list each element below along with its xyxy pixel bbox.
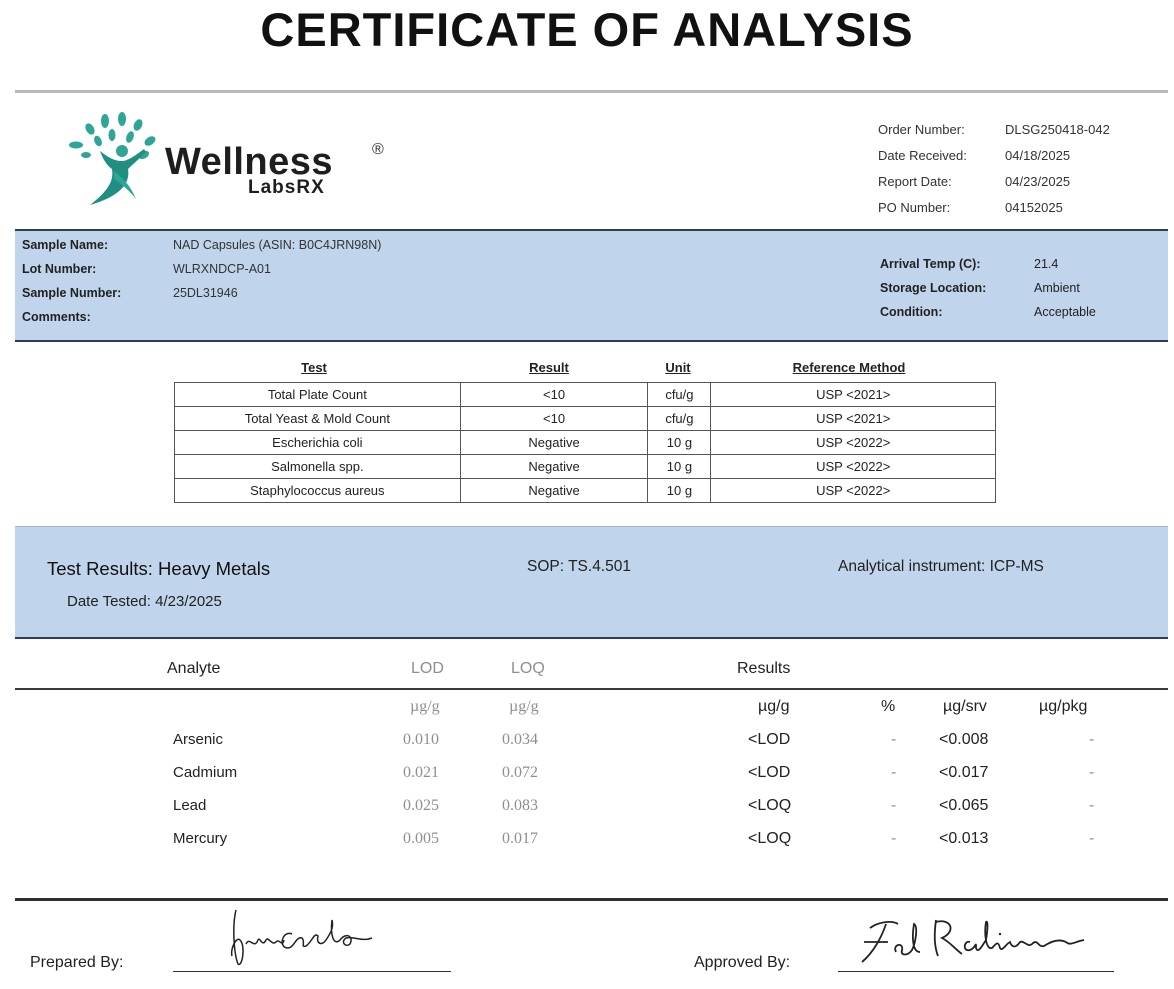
- condition-label: Arrival Temp (C):: [880, 257, 981, 271]
- condition-value: Acceptable: [1034, 305, 1096, 319]
- hm-cell-analyte: Arsenic: [173, 731, 224, 748]
- heavy-metals-band: [15, 527, 1168, 637]
- hm-cell-srv: <0.013: [939, 830, 989, 847]
- hm-unit-pkg: µg/pkg: [1039, 698, 1088, 715]
- hm-units-row: [15, 693, 1168, 726]
- order-info-label: Date Received:: [878, 148, 967, 163]
- micro-cell-test: Total Plate Count: [175, 383, 461, 407]
- prepared-by-line: [173, 971, 451, 972]
- sample-field-row: [22, 261, 381, 285]
- approved-by-line: [838, 971, 1114, 972]
- hm-cell-result: <LOD: [748, 731, 791, 748]
- micro-table-header: [174, 360, 996, 380]
- hm-instrument-label: Analytical instrument:: [838, 558, 986, 575]
- sample-field-label: Sample Name:: [22, 238, 109, 252]
- hm-header-loq: LOQ: [511, 660, 545, 677]
- hm-sop-value: TS.4.501: [568, 558, 631, 575]
- prepared-signature: [222, 906, 392, 970]
- hm-date-value: 4/23/2025: [155, 593, 222, 610]
- sample-field-value: WLRXNDCP-A01: [173, 262, 271, 276]
- hm-band-bottom-rule: [15, 637, 1168, 639]
- hm-cell-pct: -: [891, 764, 897, 781]
- micro-header-result: Result: [529, 360, 569, 375]
- condition-row: [880, 304, 1096, 328]
- hm-table-row: [15, 726, 1168, 759]
- sample-fields: [22, 237, 381, 333]
- hm-header-rule: [15, 688, 1168, 690]
- hm-title: [47, 558, 270, 580]
- condition-label: Storage Location:: [880, 281, 987, 295]
- micro-cell-unit: 10 g: [648, 431, 711, 455]
- micro-header-unit: Unit: [665, 360, 691, 375]
- micro-results-table: [174, 382, 996, 503]
- micro-cell-method: USP <2021>: [711, 383, 996, 407]
- micro-header-test: Test: [301, 360, 327, 375]
- hm-cell-lod: 0.021: [403, 764, 439, 781]
- hm-cell-pkg: -: [1089, 797, 1095, 814]
- date-received-row: [878, 147, 1145, 173]
- micro-cell-result: Negative: [460, 431, 648, 455]
- hm-cell-loq: 0.017: [502, 830, 538, 847]
- tree-figure-logo-icon: [60, 105, 170, 215]
- company-logo: [60, 105, 400, 215]
- hm-cell-analyte: Lead: [173, 797, 207, 814]
- hm-cell-srv: <0.065: [939, 797, 989, 814]
- hm-date-tested: [67, 593, 222, 610]
- micro-cell-method: USP <2021>: [711, 407, 996, 431]
- sample-info-band: [15, 231, 1168, 340]
- order-info: [878, 121, 1145, 225]
- micro-table-row: [175, 455, 996, 479]
- micro-cell-test: Salmonella spp.: [175, 455, 461, 479]
- hm-unit-result: µg/g: [758, 698, 790, 715]
- hm-header-results: Results: [737, 660, 791, 677]
- sample-conditions: [880, 256, 1096, 328]
- micro-cell-test: Escherichia coli: [175, 431, 461, 455]
- report-date-row: [878, 173, 1145, 199]
- sample-field-value: NAD Capsules (ASIN: B0C4JRN98N): [173, 238, 382, 252]
- sample-field-row: [22, 237, 381, 261]
- micro-cell-unit: cfu/g: [648, 407, 711, 431]
- sample-field-label: Sample Number:: [22, 286, 122, 300]
- hm-cell-pkg: -: [1089, 830, 1095, 847]
- micro-table-row: [175, 383, 996, 407]
- sample-field-value: 25DL31946: [173, 286, 238, 300]
- micro-cell-test: Total Yeast & Mold Count: [175, 407, 461, 431]
- hm-date-label: Date Tested:: [67, 593, 151, 610]
- order-info-value: 04/18/2025: [1005, 148, 1071, 163]
- micro-table-row: [175, 479, 996, 503]
- bottom-divider: [15, 898, 1168, 901]
- hm-cell-result: <LOQ: [748, 797, 792, 814]
- hm-cell-loq: 0.072: [502, 764, 538, 781]
- order-info-value: DLSG250418-042: [1005, 122, 1110, 137]
- hm-unit-pct: %: [881, 698, 896, 715]
- hm-header-analyte: Analyte: [167, 660, 221, 677]
- prepared-by-label: Prepared By:: [30, 954, 124, 971]
- micro-cell-unit: 10 g: [648, 479, 711, 503]
- micro-cell-method: USP <2022>: [711, 431, 996, 455]
- top-divider: [15, 90, 1168, 93]
- hm-cell-pkg: -: [1089, 731, 1095, 748]
- order-info-value: 04/23/2025: [1005, 174, 1071, 189]
- hm-cell-pkg: -: [1089, 764, 1095, 781]
- approved-signature: [852, 912, 1102, 968]
- hm-cell-pct: -: [891, 797, 897, 814]
- hm-unit-loq: µg/g: [509, 698, 539, 715]
- condition-row: [880, 256, 1096, 280]
- micro-cell-result: Negative: [460, 455, 648, 479]
- sample-field-row: [22, 309, 381, 333]
- hm-cell-lod: 0.005: [403, 830, 439, 847]
- hm-cell-loq: 0.083: [502, 797, 538, 814]
- approved-by-label: Approved By:: [694, 954, 791, 971]
- order-info-label: Order Number:: [878, 122, 965, 137]
- sample-field-label: Comments:: [22, 310, 91, 324]
- order-info-value: 04152025: [1005, 200, 1063, 215]
- micro-cell-unit: cfu/g: [648, 383, 711, 407]
- hm-header-lod: LOD: [411, 660, 444, 677]
- sample-field-row: [22, 285, 381, 309]
- micro-cell-test: Staphylococcus aureus: [175, 479, 461, 503]
- hm-cell-pct: -: [891, 731, 897, 748]
- hm-cell-srv: <0.017: [939, 764, 989, 781]
- document-title: CERTIFICATE OF ANALYSIS: [260, 3, 914, 56]
- hm-cell-srv: <0.008: [939, 731, 989, 748]
- order-info-label: Report Date:: [878, 174, 952, 189]
- order-info-label: PO Number:: [878, 200, 951, 215]
- micro-header-method: Reference Method: [792, 360, 906, 375]
- hm-table-row: [15, 792, 1168, 825]
- micro-cell-method: USP <2022>: [711, 455, 996, 479]
- condition-value: 21.4: [1034, 257, 1059, 271]
- hm-table-row: [15, 759, 1168, 792]
- micro-cell-result: <10: [460, 383, 648, 407]
- condition-value: Ambient: [1034, 281, 1080, 295]
- hm-cell-result: <LOD: [748, 764, 791, 781]
- micro-cell-result: <10: [460, 407, 648, 431]
- logo-subtitle: LabsRX: [248, 177, 325, 198]
- hm-cell-pct: -: [891, 830, 897, 847]
- micro-cell-result: Negative: [460, 479, 648, 503]
- hm-cell-lod: 0.025: [403, 797, 439, 814]
- hm-instrument-value: ICP-MS: [989, 558, 1044, 575]
- logo-wordmark: Wellness: [165, 141, 334, 183]
- hm-sop-label: SOP:: [527, 558, 565, 575]
- hm-cell-analyte: Cadmium: [173, 764, 238, 781]
- hm-title-label: Test Results:: [47, 558, 153, 579]
- hm-cell-lod: 0.010: [403, 731, 439, 748]
- micro-cell-method: USP <2022>: [711, 479, 996, 503]
- hm-cell-analyte: Mercury: [173, 830, 228, 847]
- condition-label: Condition:: [880, 305, 943, 319]
- order-number-row: [878, 121, 1145, 147]
- hm-cell-loq: 0.034: [502, 731, 538, 748]
- sample-band-bottom-rule: [15, 340, 1168, 342]
- hm-title-value: Heavy Metals: [158, 558, 271, 579]
- micro-table-row: [175, 407, 996, 431]
- sample-field-label: Lot Number:: [22, 262, 97, 276]
- hm-table-row: [15, 825, 1168, 858]
- hm-results-table: [15, 693, 1168, 858]
- hm-cell-result: <LOQ: [748, 830, 792, 847]
- po-number-row: [878, 199, 1145, 225]
- micro-cell-unit: 10 g: [648, 455, 711, 479]
- hm-table-header: [15, 660, 1168, 688]
- hm-sop: [527, 558, 631, 576]
- condition-row: [880, 280, 1096, 304]
- micro-table-row: [175, 431, 996, 455]
- hm-unit-srv: µg/srv: [943, 698, 987, 715]
- logo-registered-mark: ®: [372, 141, 384, 158]
- hm-instrument: [838, 558, 1044, 576]
- hm-unit-lod: µg/g: [410, 698, 440, 715]
